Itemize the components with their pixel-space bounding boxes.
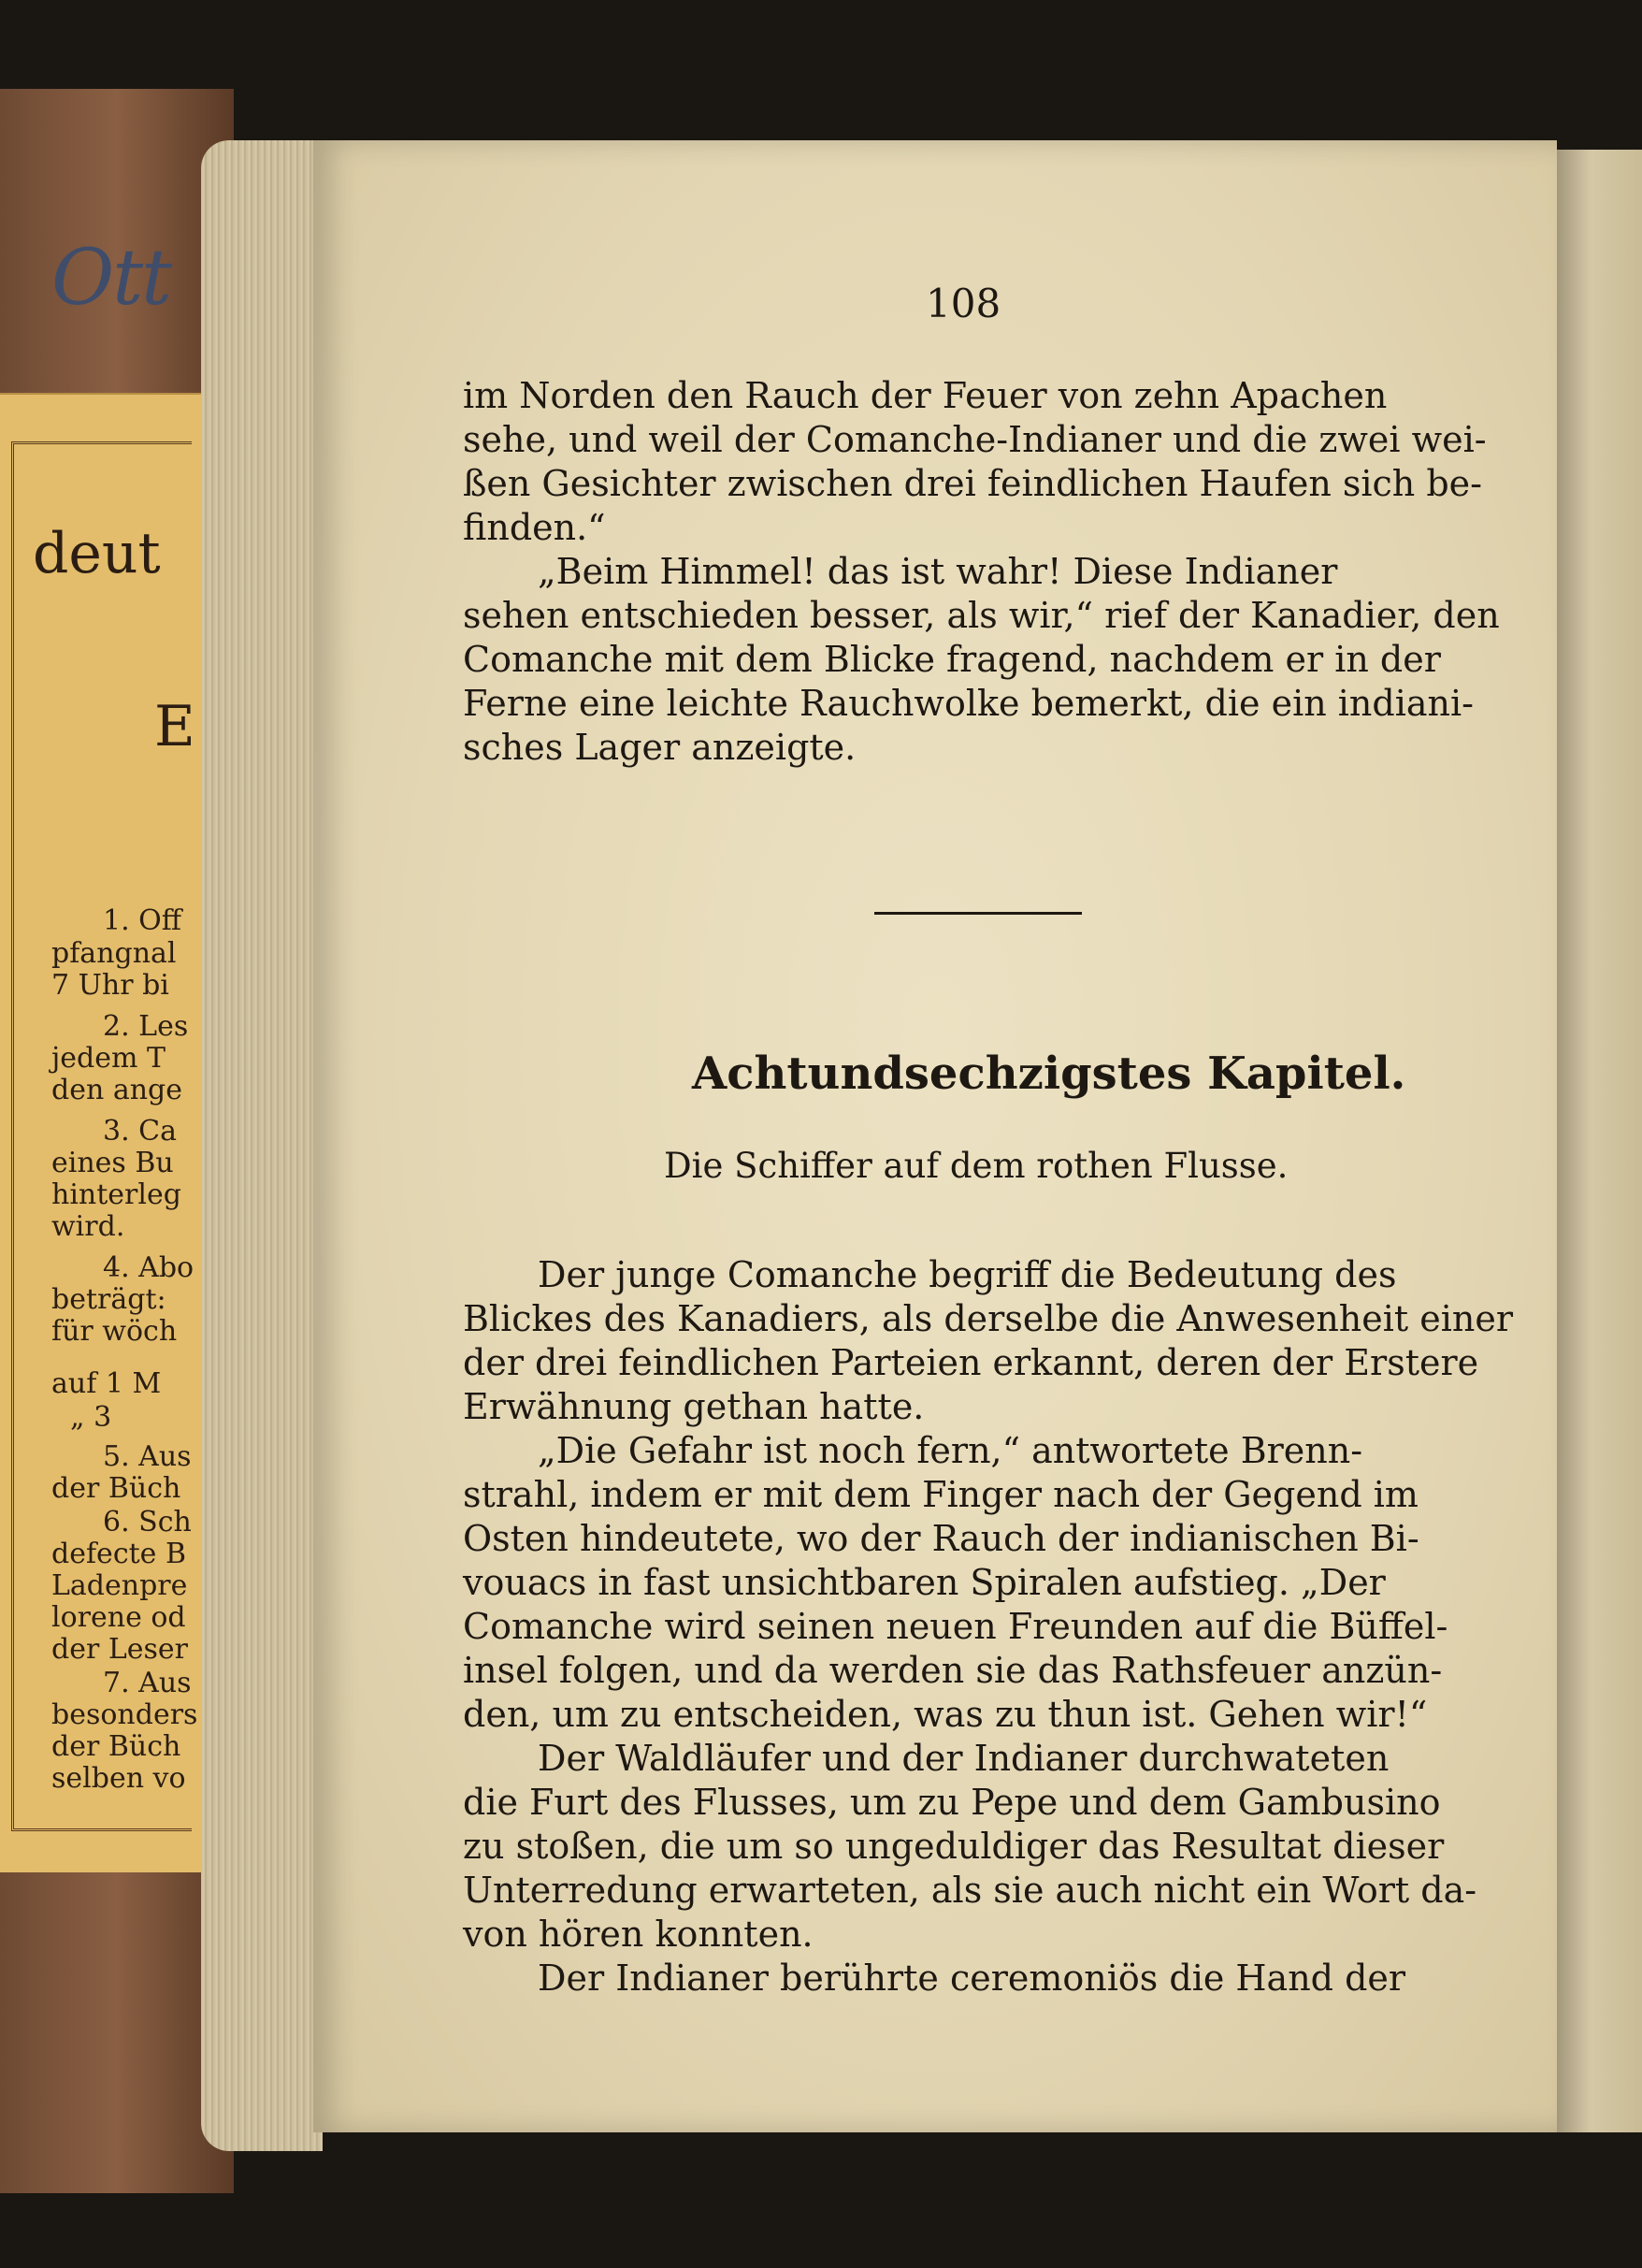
text-line: Osten hindeutete, wo der Rauch der indianischen Bi- <box>463 1518 1419 1559</box>
label-line: 2. Les <box>103 1010 189 1043</box>
text-line: Comanche wird seinen neuen Freunden auf die Büffel- <box>463 1606 1448 1647</box>
text-line: sehen entschieden besser, als wir,“ rief der Kanadier, den <box>463 595 1500 636</box>
label-line: der Büch <box>51 1472 181 1505</box>
label-line: Ladenpre <box>51 1569 188 1602</box>
handwritten-shelfmark: Ott <box>51 234 171 323</box>
text-line: von hören konnten. <box>463 1914 814 1955</box>
text-line: Der junge Comanche begriff die Bedeutung des <box>538 1254 1397 1295</box>
text-line: Erwähnung gethan hatte. <box>463 1386 925 1427</box>
paragraph-block-2 <box>463 1253 1514 2001</box>
text-line: Ferne eine leichte Rauchwolke bemerkt, die ein indiani- <box>463 683 1474 724</box>
text-line: vouacs in fast unsichtbaren Spiralen aufstieg. „Der <box>463 1562 1386 1603</box>
label-line: 7 Uhr bi <box>51 969 169 1002</box>
text-line: Der Waldläufer und der Indianer durchwateten <box>538 1738 1390 1779</box>
label-line: jedem T <box>51 1042 166 1075</box>
page-block-edge <box>201 140 323 2151</box>
section-divider <box>874 912 1082 915</box>
text-line: im Norden den Rauch der Feuer von zehn Apachen <box>463 375 1388 416</box>
text-line: ßen Gesichter zwischen drei feindlichen Haufen sich be- <box>463 463 1483 504</box>
text-line: finden.“ <box>463 507 606 548</box>
label-line: für wöch <box>51 1315 178 1348</box>
text-line: strahl, indem er mit dem Finger nach der Gegend im <box>463 1474 1419 1515</box>
library-label <box>0 393 201 1872</box>
text-line: sehe, und weil der Comanche-Indianer und die zwei wei- <box>463 419 1487 460</box>
text-line: sches Lager anzeigte. <box>463 727 857 768</box>
page-number: 108 <box>926 281 1001 326</box>
label-line: „ 3 <box>70 1401 112 1434</box>
label-line: 3. Ca <box>103 1115 177 1148</box>
text-line: der drei feindlichen Parteien erkannt, deren der Erstere <box>463 1342 1479 1383</box>
text-line: die Furt des Flusses, um zu Pepe und dem Gambusino <box>463 1782 1441 1823</box>
label-line: selben vo <box>51 1762 186 1795</box>
text-line: Der Indianer berührte ceremoniös die Hand der <box>538 1957 1406 1999</box>
label-line: defecte B <box>51 1538 187 1570</box>
facing-page-edge <box>1557 150 1642 2132</box>
text-line: Unterredung erwarteten, als sie auch nicht ein Wort da- <box>463 1870 1477 1911</box>
label-line: 4. Abo <box>103 1251 194 1284</box>
chapter-title: Achtundsechzigstes Kapitel. <box>692 1047 1406 1100</box>
text-line: den, um zu entscheiden, was zu thun ist. Gehen wir!“ <box>463 1694 1428 1735</box>
label-line: 5. Aus <box>103 1440 192 1473</box>
label-line: der Büch <box>51 1730 181 1763</box>
label-line: 1. Off <box>103 904 182 937</box>
label-line: der Leser <box>51 1633 189 1666</box>
label-line: deut <box>33 521 161 586</box>
label-line: pfangnal <box>51 937 177 970</box>
label-line: besonders <box>51 1698 198 1731</box>
text-line: Blickes des Kanadiers, als derselbe die Anwesenheit einer <box>463 1298 1514 1339</box>
text-line: zu stoßen, die um so ungeduldiger das Resultat dieser <box>463 1826 1445 1867</box>
paragraph-block-1 <box>463 374 1500 770</box>
label-line: lorene od <box>51 1601 186 1634</box>
text-line: insel folgen, und da werden sie das Rathsfeuer anzün- <box>463 1650 1443 1691</box>
label-line: hinterleg <box>51 1178 181 1211</box>
label-line: beträgt: <box>51 1283 166 1316</box>
label-line: den ange <box>51 1074 182 1106</box>
text-line: „Beim Himmel! das ist wahr! Diese Indianer <box>538 551 1338 592</box>
label-line: eines Bu <box>51 1147 174 1179</box>
label-line: E <box>154 694 195 759</box>
text-line: Comanche mit dem Blicke fragend, nachdem er in der <box>463 639 1441 680</box>
label-line: auf 1 M <box>51 1367 162 1400</box>
text-line: „Die Gefahr ist noch fern,“ antwortete Brenn- <box>538 1430 1363 1471</box>
label-line: wird. <box>51 1210 125 1243</box>
label-line: 6. Sch <box>103 1506 192 1538</box>
chapter-subtitle: Die Schiffer auf dem rothen Flusse. <box>664 1146 1289 1186</box>
label-line: 7. Aus <box>103 1667 192 1699</box>
